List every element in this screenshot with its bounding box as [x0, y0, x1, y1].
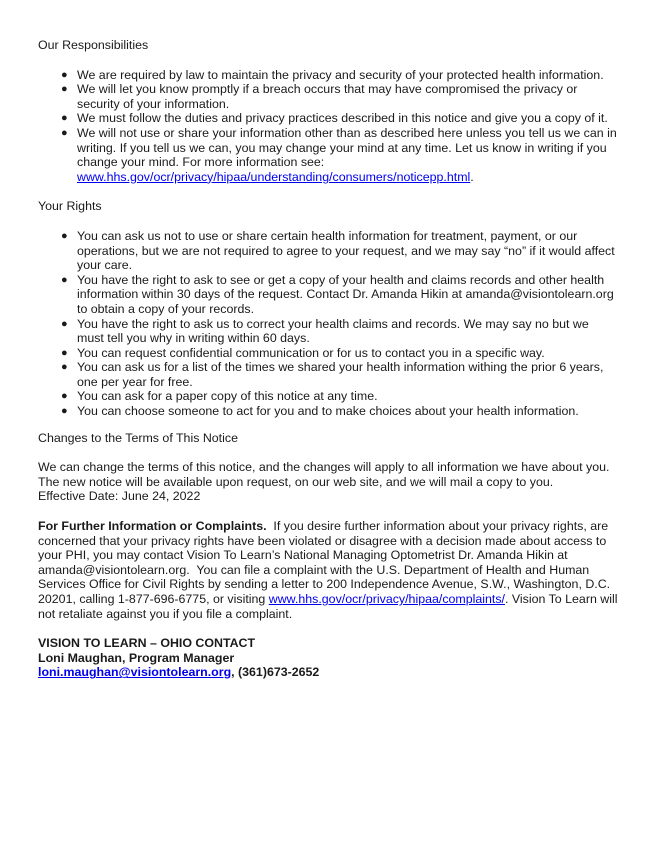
bullet-icon: ●	[61, 390, 68, 403]
responsibilities-heading: Our Responsibilities	[38, 38, 149, 52]
contact-name-role: Loni Maughan, Program Manager	[38, 650, 235, 665]
list-item: ● You have the right to ask us to correct your health claims and records. We may say no but we must tell you why in writing within 60 days.	[61, 316, 589, 346]
list-item: ● We are required by law to maintain the privacy and security of your protected health information.	[61, 67, 604, 82]
bullet-icon: ●	[61, 405, 68, 418]
bullet-icon: ●	[61, 126, 68, 139]
contact-block	[38, 636, 618, 680]
contact-email-link[interactable]: loni.maughan@visiontolearn.org	[38, 665, 232, 680]
bullet-icon: ●	[61, 112, 68, 125]
list-item: ● You can choose someone to act for you and to make choices about your health information.	[61, 404, 579, 419]
list-item: ● You can ask us not to use or share certain health information for treatment, payment, or our operations, but we are not required to agree to your request, and we may say “no” if it would affect your care.	[61, 228, 615, 273]
bullet-icon: ●	[61, 83, 68, 96]
effective-date: Effective Date: June 24, 2022	[38, 489, 201, 504]
complaints-lead: For Further Information or Complaints.	[38, 519, 267, 534]
list-item: ● You can ask us for a list of the times we shared your health information withing the prior 6 years, one per year for free.	[61, 360, 604, 389]
list-item: ● We must follow the duties and privacy practices described in this notice and give you a copy of it.	[61, 111, 608, 126]
responsibilities-list	[38, 68, 618, 185]
document-page	[38, 38, 618, 680]
contact-phone: , (361)673-2652	[231, 665, 320, 680]
list-item: ● You have the right to ask to see or get a copy of your health and claims records and other health information within 30 days of the request. Contact Dr. Amanda Hikin at amanda@visiontolearn.org to obtain a copy of your records.	[61, 272, 614, 316]
list-item: ● You can ask for a paper copy of this notice at any time.	[61, 389, 378, 404]
contact-line	[38, 665, 618, 680]
changes-body: We can change the terms of this notice, and the changes will apply to all information we have about you. The new notice will be available upon request, on our web site, and we will mail a copy to you. Effective Date: June 24, 2022	[38, 460, 610, 504]
rights-list	[38, 229, 618, 419]
hhs-complaints-link[interactable]: www.hhs.gov/ocr/privacy/hipaa/complaints/	[268, 592, 505, 606]
changes-heading: Changes to the Terms of This Notice	[38, 430, 238, 445]
bullet-icon: ●	[61, 361, 68, 374]
complaints-paragraph: For Further Information or Complaints. If you desire further information about your privacy rights, are concerned that your privacy rights have been violated or disagree with a decision made about access to your PHI, you may contact Vision To Learn’s National Managing Optometrist Dr. Amanda Hikin at amanda@visiontolearn.org. You can file a complaint with the U.S. Department of Health and Human Services Office for Civil Rights by sending a letter to 200 Independence Avenue, S.W., Washington, D.C. 20201, calling 1-877-696-6775, or visiting www.hhs.gov/ocr/privacy/hipaa/complaints/. Vision To Learn will not retaliate against you if you file a complaint.	[38, 519, 618, 621]
bullet-icon: ●	[61, 346, 68, 359]
list-item: ● We will let you know promptly if a breach occurs that may have compromised the privacy or security of your information.	[61, 82, 578, 111]
bullet-icon: ●	[61, 273, 68, 286]
hhs-notice-link[interactable]: www.hhs.gov/ocr/privacy/hipaa/understanding/consumers/noticepp.html	[77, 169, 471, 184]
rights-heading: Your Rights	[38, 199, 102, 214]
bullet-icon: ●	[61, 229, 68, 242]
list-item: ● We will not use or share your information other than as described here unless you tell us we can in writing. If you tell us we can, you may change your mind at any time. Let us know in writing if you change your mind. For more information see: www.hhs.gov/ocr/privacy/hipaa/understanding/consumers/noticepp.html.	[61, 125, 617, 184]
list-item: ● You can request confidential communication or for us to contact you in a specific way.	[61, 345, 545, 360]
bullet-icon: ●	[61, 317, 68, 330]
bullet-icon: ●	[61, 68, 68, 81]
contact-title: VISION TO LEARN – OHIO CONTACT	[38, 636, 256, 651]
